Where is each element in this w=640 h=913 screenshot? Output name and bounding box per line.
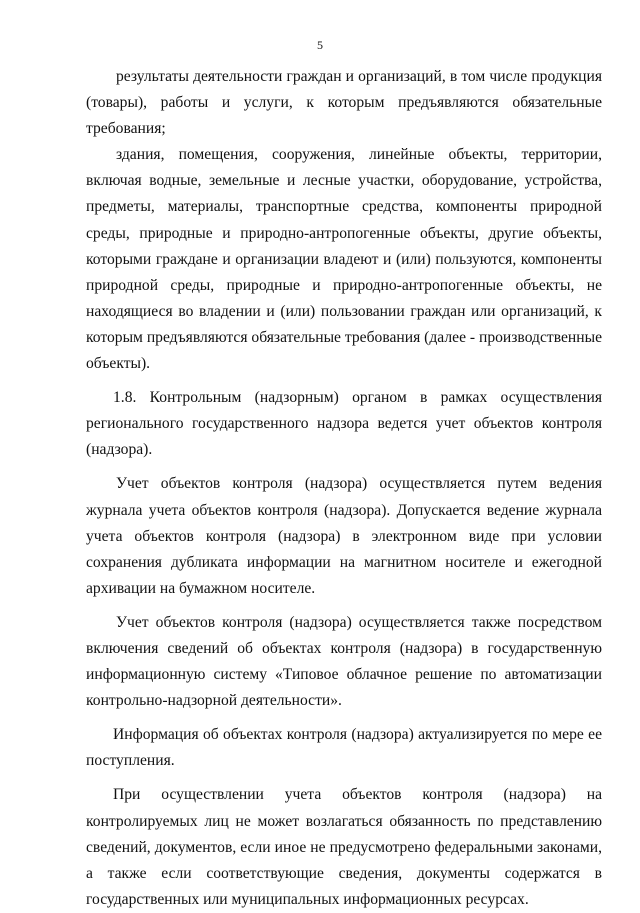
page-number: 5 [317,38,323,52]
paragraph-1-8: 1.8. Контрольным (надзорным) органом в рамках осуществления регионального государственного надзора ведется учет объектов контроля (надзора). [86,389,602,459]
paragraph-buildings: здания, помещения, сооружения, линейные объекты, территории, включая водные, земельные и лесные участки, оборудование, устройства, предметы, материалы, транспортные средства, компоненты природной среды, природные и природно-антропогенные объекты, другие объекты, которыми граждане и организации владеют и (или) пользуются, компоненты природной среды, природные и природно-антропогенные объекты, не находящиеся во владении и (или) пользовании граждан или организаций, к которым предъявляются обязательные требования (далее - производственные объекты). [86,146,602,373]
paragraph-results: результаты деятельности граждан и организаций, в том числе продукция (товары), работы и услуги, к которым предъявляются обязательные требования; [86,68,602,138]
paragraph-journal: Учет объектов контроля (надзора) осуществляется путем ведения журнала учета объектов контроля (надзора). Допускается ведение журнала учета объектов контроля (надзора) в электронном виде при условии сохранения дубликата информации на магнитном носителе и ежегодной архивации на бумажном носителе. [86,475,602,597]
paragraph-update: Информация об объектах контроля (надзора) актуализируется по мере ее поступления. [86,726,602,770]
paragraph-info-system: Учет объектов контроля (надзора) осуществляется также посредством включения сведений об объектах контроля (надзора) в государственную информационную систему «Типовое облачное решение по автоматизации контрольно-надзорной деятельности». [86,613,602,710]
paragraph-obligations: При осуществлении учета объектов контроля (надзора) на контролируемых лиц не может возлагаться обязанность по представлению сведений, документов, если иное не предусмотрено федеральными законами, а также если соответствующие сведения, документы содержатся в государственных или муниципальных информационных ресурсах. [86,786,602,908]
document-body [86,64,602,913]
